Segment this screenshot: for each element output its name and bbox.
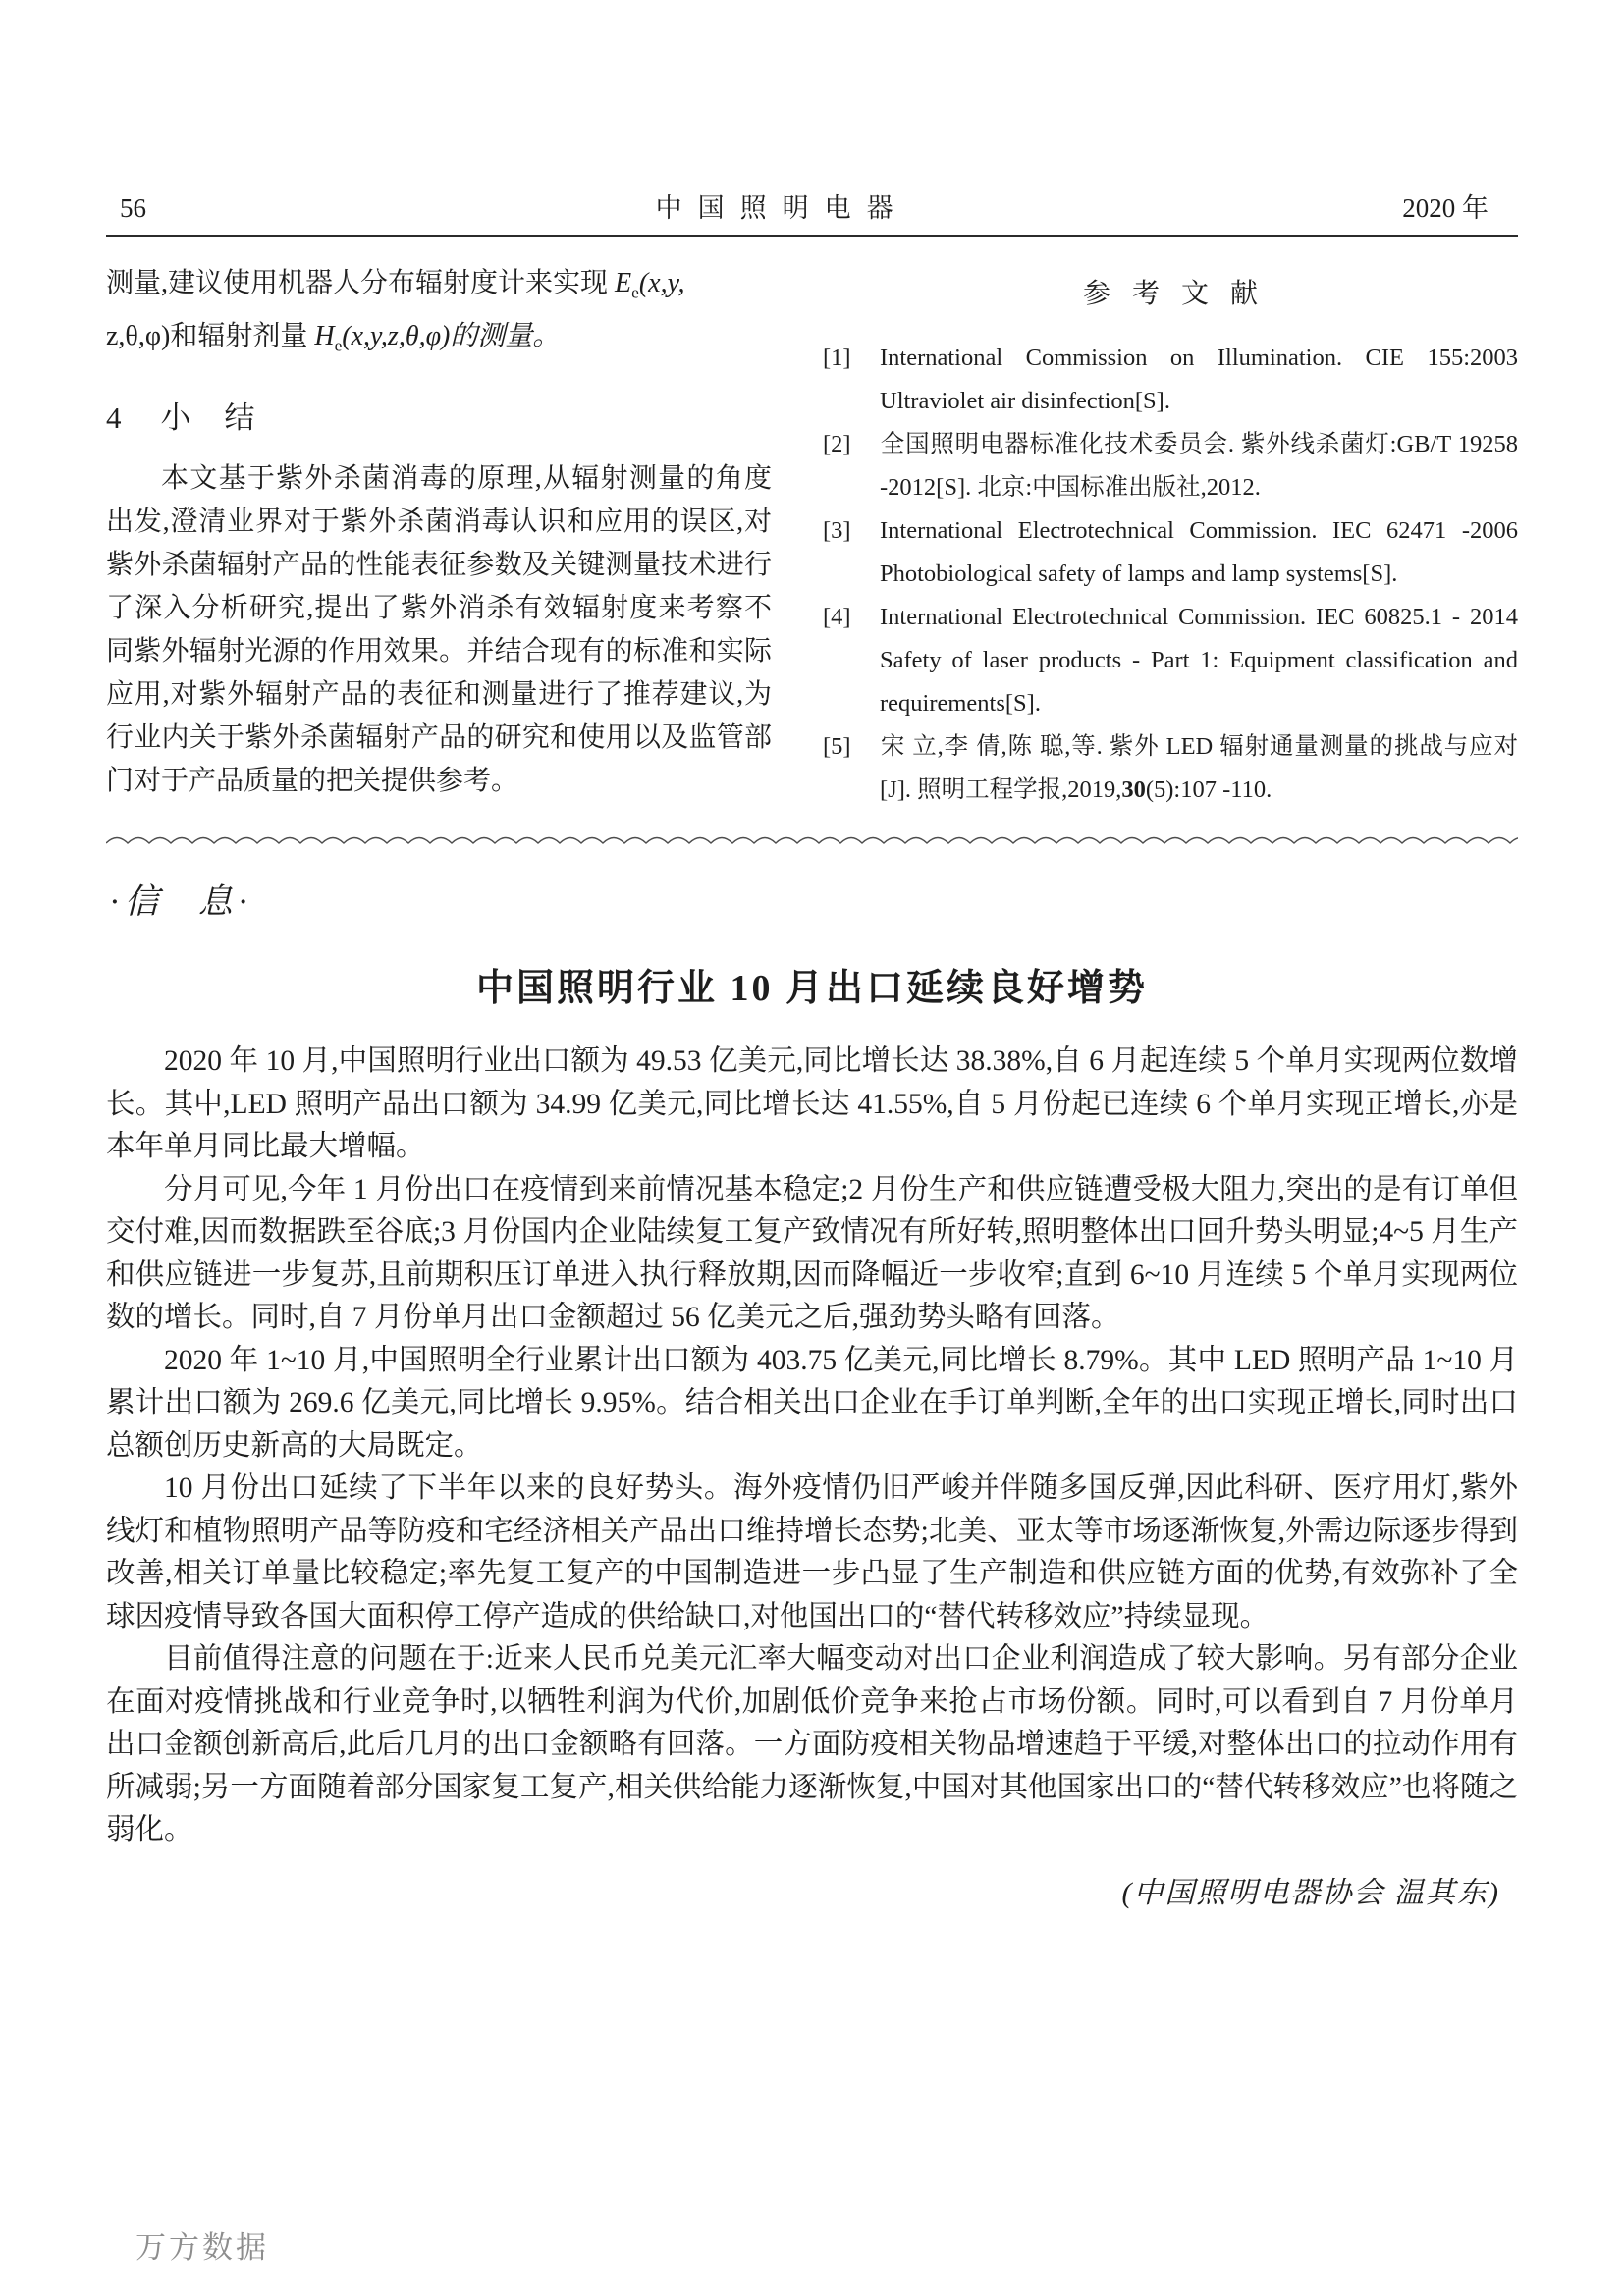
info-char-2: 息 [197,882,239,921]
wavy-divider [106,831,1518,847]
intro2-text: z,θ,φ)和辐射剂量 [106,320,315,351]
section-number: 4 [106,400,124,436]
article-paragraph: 目前值得注意的问题在于:近来人民币兑美元汇率大幅变动对出口企业利润造成了较大影响。另有部分企业在面对疫情挑战和行业竞争时,以牺牲利润为代价,加剧低价竞争来抢占市场份额。同时,可以看到自 7 月份单月出口金额创新高后,此后几月的出口金额略有回落。一方面防疫相关物品增速趋于平缓,对整体出口的拉动作用有所减弱;另一方面随着部分国家复工复产,相关供给能力逐渐恢复,中国对其他国家出口的“替代转移效应”也将随之弱化。 [106,1643,1518,1845]
info-left-dot: · [110,882,125,921]
intro1-text: 测量,建议使用机器人分布辐射度计来实现 [106,268,616,298]
math-symbol-E: E [615,268,632,298]
reference-item [823,596,1518,725]
conclusion-paragraph [106,457,772,803]
reference-text: 全国照明电器标准化技术委员会. 紫外线杀菌灯:GB/T 19258 -2012[S]. 北京:中国标准出版社,2012. [880,431,1518,501]
reference-label: [5] [823,733,851,760]
section-heading [106,397,772,440]
references-column [823,262,1518,812]
article-paragraph: 分月可见,今年 1 月份出口在疫情到来前情况基本稳定;2 月份生产和供应链遭受极大阻力,突出的是有订单但交付难,因而数据跌至谷底;3 月份国内企业陆续复工复产致情况有所好转,照明整体出口回升势头明显;4~5 月生产和供应链进一步复苏,且前期积压订单进入执行释放期,因而降幅近一步收窄;直到 6~10 月连续 5 个单月实现两位数的增长。同时,自 7 月份单月出口金额超过 56 亿美元之后,强劲势头略有回落。 [106,1173,1518,1333]
conclusion-text: 本文基于紫外杀菌消毒的原理,从辐射测量的角度出发,澄清业界对于紫外杀菌消毒认识和应用的误区,对紫外杀菌辐射产品的性能表征参数及关键测量技术进行了深入分析研究,提出了紫外消杀有效辐射度来考察不同紫外辐射光源的作用效果。并结合现有的标准和实际应用,对紫外辐射产品的表征和测量进行了推荐建议,为行业内关于紫外杀菌辐射产品的研究和使用以及监管部门对于产品质量的把关提供参考。 [106,463,772,797]
reference-text: International Electrotechnical Commission. IEC 62471 -2006 Photobiological safety of lamps and lamp systems[S]. [880,517,1518,587]
wanfang-watermark: 万方数据 [135,2230,269,2265]
reference-item [823,509,1518,596]
reference-text: 宋 立,李 倩,陈 聪,等. 紫外 LED 辐射通量测量的挑战与应对[J]. 照明工程学报,2019, [880,733,1518,803]
info-char-1: 信 [124,882,198,921]
article-paragraph: 10 月份出口延续了下半年以来的良好势头。海外疫情仍旧严峻并伴随多国反弹,因此科研、医疗用灯,紫外线灯和植物照明产品等防疫和宅经济相关产品出口维持增长态势;北美、亚太等市场逐渐恢复,外需边际逐步得到改善,相关订单量比较稳定;率先复工复产的中国制造进一步凸显了生产制造和供应链方面的优势,有效弥补了全球因疫情导致各国大面积停工停产造成的供给缺口,对他国出口的“替代转移效应”持续显现。 [106,1472,1518,1632]
reference-label: [1] [823,345,851,371]
left-column [106,262,772,812]
page-header [106,187,1518,237]
math-symbol-H: H [314,320,335,351]
intro2-args: (x,y,z,θ,φ)的测量。 [342,320,561,351]
reference-text-tail: (5):107 -110. [1145,776,1272,803]
reference-text: International Commission on Illumination. CIE 155:2003 Ultraviolet air disinfection[S]. [880,345,1518,414]
article-title: 中国照明行业 10 月出口延续良好增势 [475,968,1148,1009]
reference-item [823,423,1518,509]
conclusion-intro-line-1 [106,262,772,315]
header-year: 2020 年 [1402,193,1489,223]
math-subscript: e [334,336,343,355]
reference-item [823,725,1518,812]
journal-title: 中国照明电器 [655,193,909,223]
math-subscript: e [631,283,639,302]
section-title: 小结 [160,400,289,436]
article-paragraph: 2020 年 1~10 月,中国照明全行业累计出口额为 403.75 亿美元,同比增长 8.79%。其中 LED 照明产品 1~10 月累计出口额为 269.6 亿美元,同比增长 9.95%。结合相关出口企业在手订单判断,全年的出口实现正增长,同时出口总额创历史新高的大局既定。 [106,1344,1518,1462]
reference-item [823,337,1518,423]
article-body [106,1041,1518,1852]
info-section-label [110,875,1518,924]
article-paragraph: 2020 年 10 月,中国照明行业出口额为 49.53 亿美元,同比增长达 38.38%,自 6 月起连续 5 个单月实现两位数增长。其中,LED 照明产品出口额为 34.99 亿美元,同比增长达 41.55%,自 5 月份起已连续 6 个单月实现正增长,亦是本年单月同比最大增幅。 [106,1045,1518,1162]
reference-label: [4] [823,604,851,630]
top-columns [106,262,1518,812]
page-number: 56 [120,193,146,223]
references-heading: 参考文献 [1082,279,1279,309]
article-attribution: (中国照明电器协会 温其东) [1121,1876,1500,1909]
reference-label: [3] [823,517,851,544]
info-right-dot: · [238,882,253,921]
conclusion-intro-line-2 [106,315,772,368]
reference-text: International Electrotechnical Commission. IEC 60825.1 - 2014 Safety of laser products - Part 1: Equipment classification and requirements[S]. [880,604,1518,717]
reference-volume: 30 [1121,776,1146,803]
intro1-args: (x,y, [638,268,685,298]
reference-label: [2] [823,431,851,457]
